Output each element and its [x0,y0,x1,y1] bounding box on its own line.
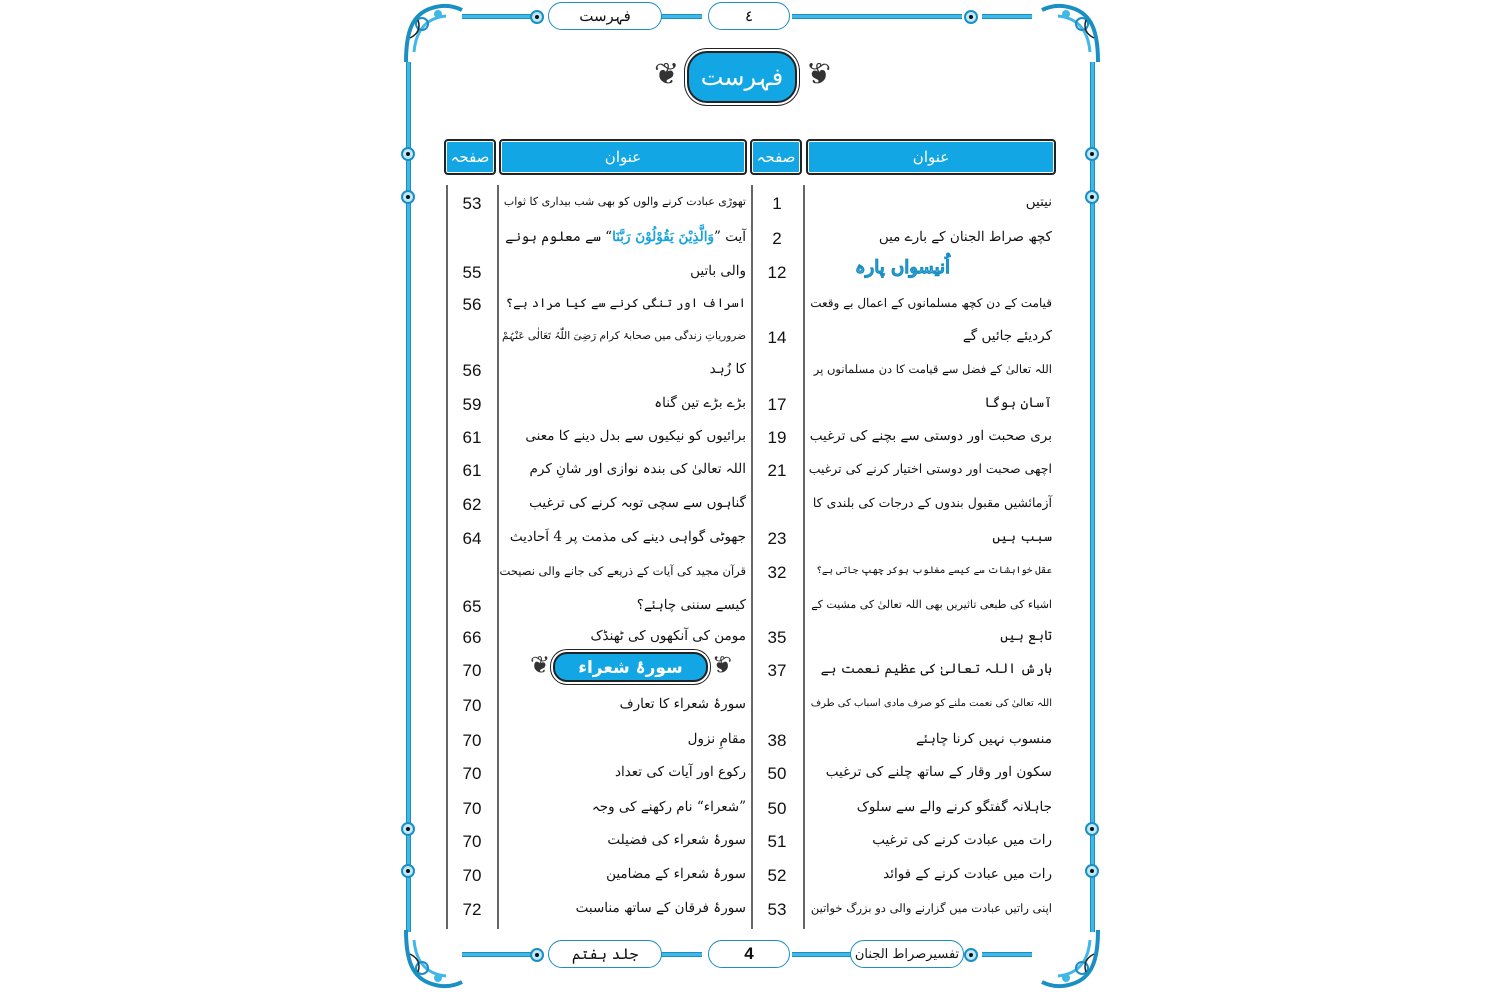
toc-entry-title[interactable]: سورۂ شعراء کی فضیلت [607,832,746,848]
footer-page-number: 4 [708,940,790,968]
toc-entry-page[interactable]: 56 [462,361,482,380]
toc-entry-title[interactable]: نیتیں [1025,194,1052,210]
column-divider [803,185,805,929]
section-heading: اُنیسواں پارہ [854,257,950,278]
toc-entry-page[interactable]: 56 [462,295,482,314]
toc-entry-title[interactable]: اچھی صحبت اور دوستی اختیار کرنے کی ترغیب [808,461,1052,476]
toc-entry-title[interactable]: کردیئے جائیں گے [962,328,1052,344]
toc-entry-title[interactable]: اپنی راتیں عبادت میں گزارنے والی دو بزرگ خواتین [810,901,1052,915]
frame-top-line-right [982,14,1032,19]
toc-entry-page[interactable]: 17 [767,395,787,414]
toc-entry-title[interactable]: رکوع اور آیات کی تعداد [614,764,746,780]
toc-entry-page[interactable]: 70 [462,832,482,851]
toc-entry-title[interactable]: سورۂ فرقان کے ساتھ مناسبت [575,900,746,916]
frame-bottom-line-right [982,952,1032,957]
corner-ornament-icon [1040,2,1102,64]
toc-entry-title[interactable]: کچھ صراط الجنان کے بارے میں [878,229,1052,245]
toc-entry-title[interactable]: اللہ تعالیٰ کے فضل سے قیامت کا دن مسلمانوں پر [813,362,1052,376]
toc-entry-title[interactable]: سکون اور وقار کے ساتھ چلنے کی ترغیب [825,764,1052,780]
header-right-topic: عنوان [806,139,1056,175]
frame-ring-icon [401,190,415,204]
banner-ornament-right-icon: ❦ [712,651,733,679]
toc-entry-title[interactable]: والی باتیں [690,263,746,279]
toc-entry-title[interactable]: قیامت کے دن کچھ مسلمانوں کے اعمال بے وقعت [810,296,1052,310]
toc-entry-title[interactable]: منسوب نہیں کرنا چاہئے [915,731,1052,747]
corner-ornament-icon [402,2,464,64]
toc-entry-title[interactable]: بری صحبت اور دوستی سے بچنے کی ترغیب [809,428,1052,444]
frame-ring-icon [964,948,978,962]
frame-bottom-line-left [462,952,532,957]
frame-ring-icon [964,10,978,24]
toc-entry-page[interactable]: 51 [767,832,787,851]
toc-entry-page[interactable]: 19 [767,428,787,447]
header-running-title: فہرست [548,2,662,30]
toc-entry-title[interactable]: سورۂ شعراء کے مضامین [606,866,746,882]
toc-entry-page[interactable]: 50 [767,799,787,818]
corner-ornament-icon [1040,928,1102,990]
frame-top-line-center-right [792,14,962,19]
toc-entry-title[interactable]: اسراف اور تنگی کرنے سے کیا مراد ہے؟ [505,295,746,310]
toc-entry-page[interactable]: 35 [767,628,787,647]
toc-entry-page[interactable]: 64 [462,529,482,548]
frame-top-line-left [462,14,532,19]
toc-entry-page[interactable]: 61 [462,461,482,480]
header-left-topic: عنوان [499,139,747,175]
frame-ring-icon [1085,822,1099,836]
toc-entry-page[interactable]: 53 [462,194,482,213]
toc-entry-page[interactable]: 72 [462,900,482,919]
toc-entry-title[interactable]: رات میں عبادت کرنے کی ترغیب [872,832,1052,848]
toc-entry-title[interactable]: تابع ہیں [1000,628,1052,644]
frame-ring-icon [1085,864,1099,878]
toc-entry-title[interactable]: سبب ہیں [992,529,1052,545]
toc-entry-title[interactable]: عقل خواہشات سے کیسے مغلوب ہوکر چھپ جاتی ہے؟ [816,565,1052,576]
toc-entry-page[interactable]: 61 [462,428,482,447]
toc-entry-page[interactable]: 37 [767,661,787,680]
toc-entry-title[interactable]: اللہ تعالیٰ کی نعمت ملنے کو صرف مادی اسباب کی طرف [810,698,1052,709]
frame-ring-icon [401,864,415,878]
toc-entry-page[interactable]: 21 [767,461,787,480]
toc-entry-page[interactable]: 1 [772,194,782,213]
toc-entry-title[interactable]: ضروریاتِ زندگی میں صحابۂ کرام رَضِیَ اللّٰہُ تَعَالٰی عَنْہُمْ [502,330,746,342]
toc-entry-title[interactable]: جھوٹی گواہی دینے کی مذمت پر 4 اَحادیث [509,529,746,545]
footer-book-title: تفسیرصراط الجنان [850,940,964,968]
toc-entry-page[interactable]: 32 [767,563,787,582]
toc-entry-page[interactable]: 62 [462,495,482,514]
frame-ring-icon [401,147,415,161]
frame-ring-icon [1085,190,1099,204]
toc-entry-page[interactable]: 2 [772,229,782,248]
toc-entry-title[interactable]: تھوڑی عبادت کرنے والوں کو بھی شب بیداری کا ثواب [503,195,746,208]
toc-entry-title[interactable]: سورۂ شعراء کا تعارف [619,696,746,712]
toc-entry-page[interactable]: 23 [767,529,787,548]
toc-entry-page[interactable]: 52 [767,866,787,885]
banner-ornament-left-icon: ❦ [530,651,551,679]
toc-entry-title[interactable]: کیسے سننی چاہئے؟ [636,597,746,613]
toc-entry-page[interactable]: 70 [462,764,482,783]
footer-volume: جلد ہفتم [548,940,662,968]
toc-entry-title[interactable]: اشیاء کی طبعی تاثیریں بھی اللہ تعالیٰ کی مشیت کے [811,598,1052,611]
frame-ring-icon [530,948,544,962]
toc-entry-title[interactable]: بڑے بڑے تین گناہ [654,395,746,411]
quran-verse-quote: وَالَّذِیْنَ یَقُوْلُوْنَ رَبَّنَا [612,229,715,245]
title-ornament-left-icon: ❦ [654,57,680,92]
toc-entry-title[interactable] [505,227,746,247]
toc-entry-page[interactable]: 70 [462,661,482,680]
section-heading-banner: سورۂ شعراء [553,652,708,682]
toc-entry-page[interactable]: 50 [767,764,787,783]
toc-entry-page[interactable]: 65 [462,597,482,616]
toc-entry-title[interactable]: اللہ تعالیٰ کی بندہ نوازی اور شانِ کرم [529,461,746,477]
toc-entry-page[interactable]: 66 [462,628,482,647]
toc-entry-page[interactable]: 12 [767,263,787,282]
toc-entry-title[interactable]: مقامِ نزول [687,731,746,747]
entry-text-after: “ سے معلوم ہونے [505,229,613,245]
toc-entry-title[interactable]: قرآن مجید کی آیات کے ذریعے کی جانے والی نصیحت [499,564,746,578]
toc-entry-title[interactable]: رات میں عبادت کرنے کے فوائد [883,866,1052,882]
toc-entry-title[interactable]: مومن کی آنکھوں کی ٹھنڈک [590,628,746,644]
toc-entry-page[interactable]: 70 [462,799,482,818]
frame-ring-icon [530,10,544,24]
toc-entry-title[interactable]: ”شعراء“ نام رکھنے کی وجہ [591,799,746,815]
toc-entry-page[interactable]: 70 [462,731,482,750]
header-page-number: ٤ [708,2,790,30]
toc-entry-page[interactable]: 14 [767,328,787,347]
toc-entry-page[interactable]: 70 [462,866,482,885]
toc-entry-title[interactable]: برائیوں کو نیکیوں سے بدل دینے کا معنی [525,428,746,444]
toc-entry-title[interactable]: آسان ہوگا [984,395,1052,411]
toc-entry-title[interactable]: آزمائشیں مقبول بندوں کے درجات کی بلندی کا [812,495,1052,510]
toc-entry-page[interactable]: 70 [462,696,482,715]
toc-entry-page[interactable]: 53 [767,900,787,919]
toc-entry-title[interactable]: کا زُہد [709,361,746,377]
entry-text-before: آیت ” [714,229,746,245]
title-ornament-right-icon: ❦ [806,57,832,92]
toc-entry-page[interactable]: 59 [462,395,482,414]
frame-ring-icon [401,822,415,836]
corner-ornament-icon [402,928,464,990]
column-divider [497,185,499,929]
toc-entry-title[interactable]: بارش اللہ تعالیٰ کی عظیم نعمت ہے [820,661,1052,677]
header-right-page: صفحہ [750,139,802,175]
toc-entry-page[interactable]: 55 [462,263,482,282]
toc-entry-page[interactable]: 38 [767,731,787,750]
toc-entry-title[interactable]: جاہلانہ گفتگو کرنے والے سے سلوک [856,799,1052,815]
frame-ring-icon [1085,147,1099,161]
toc-entry-title[interactable]: گناہوں سے سچی توبہ کرنے کی ترغیب [529,495,746,511]
book-page [402,2,1102,992]
header-left-page: صفحہ [444,139,496,175]
page-title: فہرست [687,51,797,103]
